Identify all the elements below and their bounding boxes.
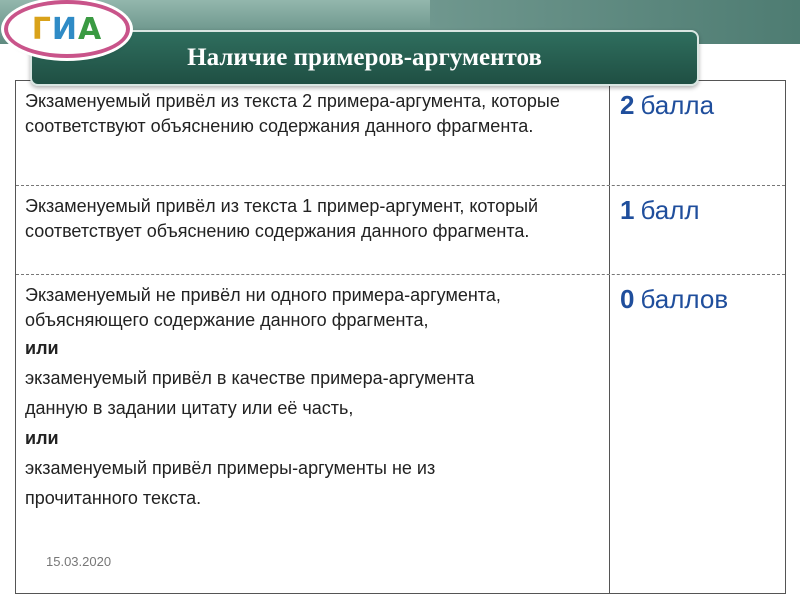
score-cell [611, 81, 785, 185]
criterion-line: экзаменуемый привёл в качестве примера-аргумента [25, 368, 475, 388]
score-word: баллов [640, 284, 729, 314]
score-word: балл [640, 195, 700, 225]
or-word: или [25, 428, 59, 448]
logo-lettering: ГИА [31, 11, 103, 47]
criterion-text: Экзаменуемый привёл из текста 1 пример-аргумент, который соответствует объяснению содержания данного фрагмента. [16, 186, 610, 274]
score-cell [611, 275, 785, 593]
score-number: 1 [620, 195, 635, 225]
criterion-line: данную в задании цитату или её часть, [25, 398, 354, 418]
criteria-table [15, 80, 786, 594]
or-word: или [25, 338, 59, 358]
criterion-text: Экзаменуемый привёл из текста 2 примера-аргумента, которые соответствуют объяснению содержания данного фрагмента. [16, 81, 610, 185]
slide-title: Наличие примеров-аргументов [187, 44, 542, 71]
criterion-line: экзаменуемый привёл примеры-аргументы не из [25, 458, 436, 478]
gia-logo [8, 4, 126, 54]
score-word: балла [640, 90, 715, 120]
table-row [16, 186, 785, 275]
title-bar [30, 30, 699, 86]
table-row [16, 275, 785, 593]
score-number: 0 [620, 284, 635, 314]
criterion-line: Экзаменуемый не привёл ни одного примера-аргумента, объясняющего содержание данного фрагмента, [25, 285, 501, 330]
score-cell [611, 186, 785, 274]
criterion-text-block [16, 275, 610, 593]
footer-date: 15.03.2020 [46, 554, 112, 569]
criterion-line: прочитанного текста. [25, 488, 202, 508]
score-number: 2 [620, 90, 635, 120]
table-row [16, 81, 785, 186]
